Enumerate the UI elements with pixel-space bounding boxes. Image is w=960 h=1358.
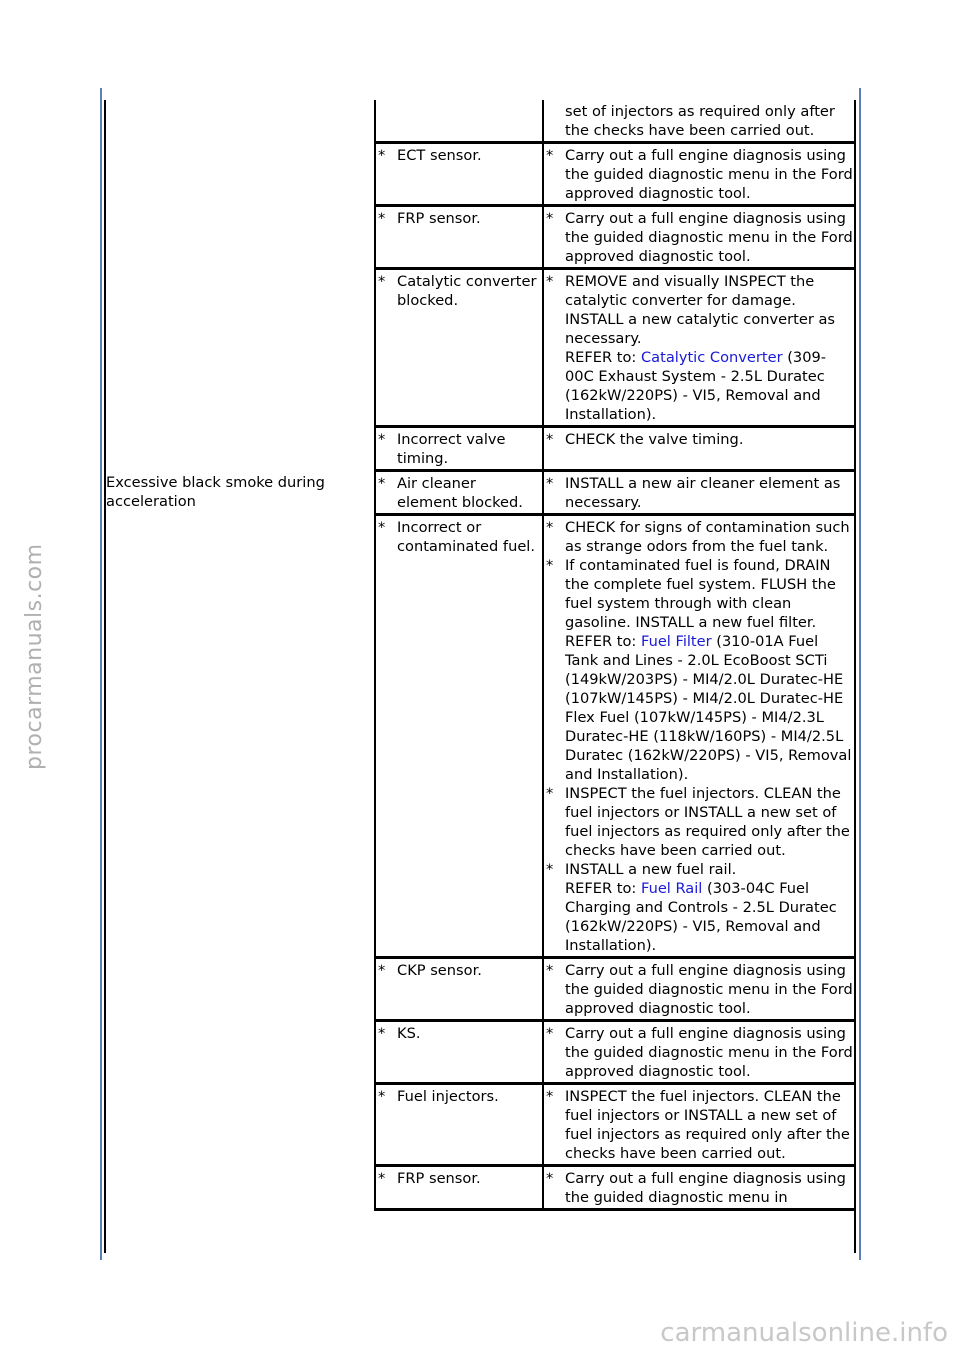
table-row (104, 269, 856, 427)
symptom-cell (104, 143, 375, 206)
action-item (546, 209, 854, 266)
action-cell (543, 1021, 856, 1084)
action-text: INSPECT the fuel injectors. CLEAN the fuel injectors or INSTALL a new set of fuel injectors as required only after the checks have been carried out. (565, 1088, 850, 1162)
action-text: If contaminated fuel is found, DRAIN the complete fuel system. FLUSH the fuel system through with clean gasoline. INSTALL a new fuel filter. (565, 557, 836, 631)
action-text: Carry out a full engine diagnosis using the guided diagnostic menu in the Ford approved diagnostic tool. (565, 147, 853, 202)
refer-suffix: (310-01A Fuel Tank and Lines - 2.0L EcoBoost SCTi (149kW/203PS) - MI4/2.0L Duratec-HE (107kW/145PS) - MI4/2.0L Duratec-HE Flex Fuel (107kW/145PS) - MI4/2.3L Duratec-HE (118kW/160PS) - MI4/2.5L Duratec (162kW/220PS) - VI5, Removal and Installation). (565, 633, 852, 783)
action-cell (543, 143, 856, 206)
action-item (546, 430, 854, 449)
refer-line (565, 348, 854, 424)
table-row (104, 427, 856, 471)
action-text: INSTALL a new air cleaner element as necessary. (565, 475, 841, 511)
watermark-side: procarmanuals.com (22, 543, 47, 770)
page-frame-left (100, 88, 102, 1260)
action-text: CHECK for signs of contamination such as strange odors from the fuel tank. (565, 519, 850, 555)
watermark-bottom: carmanualsonline.info (660, 1318, 948, 1348)
action-cell (543, 471, 856, 515)
action-item (546, 860, 854, 955)
symptom-cell (104, 1166, 375, 1210)
action-item (546, 272, 854, 424)
action-item (546, 1087, 854, 1163)
table-row (104, 1021, 856, 1084)
cause-cell (375, 515, 543, 958)
action-cell (543, 515, 856, 958)
action-item (546, 146, 854, 203)
cause-cell (375, 100, 543, 143)
refer-prefix: REFER to: (565, 349, 641, 366)
table-row (104, 100, 856, 143)
table-row (104, 206, 856, 269)
diagnostic-table-container (104, 100, 856, 1253)
action-cell (543, 427, 856, 471)
diagnostic-table (104, 100, 856, 1211)
action-item (546, 474, 854, 512)
cause-cell (375, 143, 543, 206)
cause-cell (375, 427, 543, 471)
action-text: CHECK the valve timing. (565, 431, 744, 448)
page-frame-right (859, 88, 861, 1260)
action-cell (543, 206, 856, 269)
table-row (104, 471, 856, 515)
diagnostic-table-body (104, 100, 856, 1210)
table-row (104, 143, 856, 206)
cause-text: * Incorrect or contaminated fuel. (378, 518, 540, 556)
action-cell (543, 100, 856, 143)
refer-line (565, 632, 854, 784)
reference-link[interactable]: Catalytic Converter (640, 349, 783, 366)
action-text: Carry out a full engine diagnosis using the guided diagnostic menu in the Ford approved diagnostic tool. (565, 1025, 853, 1080)
action-item (546, 1169, 854, 1207)
action-text: Carry out a full engine diagnosis using the guided diagnostic menu in the Ford approved diagnostic tool. (565, 962, 853, 1017)
symptom-cell: Excessive black smoke during acceleration (106, 473, 325, 510)
cause-cell (375, 1021, 543, 1084)
table-row (104, 1084, 856, 1166)
cause-text: * FRP sensor. (378, 1169, 540, 1188)
symptom-cell (104, 958, 375, 1021)
cause-text: * Air cleaner element blocked. (378, 474, 540, 512)
cause-cell (375, 206, 543, 269)
reference-link[interactable]: Fuel Rail (640, 880, 703, 897)
action-item (546, 556, 854, 784)
symptom-cell (104, 1084, 375, 1166)
refer-suffix: (303-04C Fuel Charging and Controls - 2.5L Duratec (162kW/220PS) - VI5, Removal and Installation). (565, 880, 837, 954)
symptom-cell (104, 100, 375, 143)
refer-prefix: REFER to: (565, 880, 641, 897)
cause-text: * ECT sensor. (378, 146, 540, 165)
symptom-cell (104, 1021, 375, 1084)
cause-text: * Fuel injectors. (378, 1087, 540, 1106)
symptom-cell (104, 206, 375, 269)
refer-prefix: REFER to: (565, 633, 641, 650)
cause-cell (375, 471, 543, 515)
table-row (104, 515, 856, 958)
refer-suffix: (309-00C Exhaust System - 2.5L Duratec (162kW/220PS) - VI5, Removal and Installation). (565, 349, 827, 423)
action-item (546, 1024, 854, 1081)
action-cell (543, 269, 856, 427)
symptom-cell (104, 515, 375, 958)
action-item (546, 961, 854, 1018)
symptom-cell (104, 269, 375, 427)
cause-cell (375, 1084, 543, 1166)
action-item (546, 102, 854, 140)
cause-cell (375, 1166, 543, 1210)
cause-text: * KS. (378, 1024, 540, 1043)
action-text: set of injectors as required only after the checks have been carried out. (565, 103, 835, 139)
reference-link[interactable]: Fuel Filter (640, 633, 712, 650)
cause-text: * CKP sensor. (378, 961, 540, 980)
cause-text: * FRP sensor. (378, 209, 540, 228)
action-cell (543, 958, 856, 1021)
action-text: Carry out a full engine diagnosis using the guided diagnostic menu in (565, 1170, 846, 1206)
refer-line (565, 879, 854, 955)
action-text: Carry out a full engine diagnosis using the guided diagnostic menu in the Ford approved diagnostic tool. (565, 210, 853, 265)
action-cell (543, 1166, 856, 1210)
cause-cell (375, 958, 543, 1021)
action-item (546, 518, 854, 556)
action-item (546, 784, 854, 860)
action-text: INSPECT the fuel injectors. CLEAN the fuel injectors or INSTALL a new set of fuel injectors as required only after the checks have been carried out. (565, 785, 850, 859)
table-row (104, 958, 856, 1021)
table-row (104, 1166, 856, 1210)
action-text: INSTALL a new fuel rail. (565, 861, 737, 878)
action-cell (543, 1084, 856, 1166)
action-text: REMOVE and visually INSPECT the catalytic converter for damage. INSTALL a new catalytic converter as necessary. (565, 273, 835, 347)
cause-text: * Incorrect valve timing. (378, 430, 540, 468)
cause-cell (375, 269, 543, 427)
cause-text: * Catalytic converter blocked. (378, 272, 540, 310)
symptom-cell (104, 427, 375, 471)
